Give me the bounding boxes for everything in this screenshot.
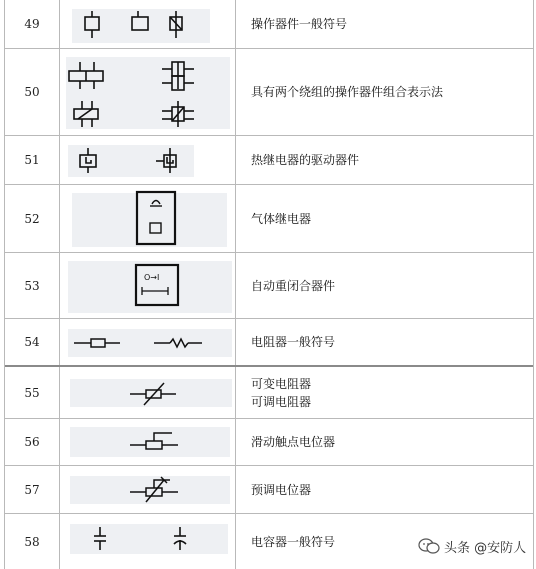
- description: [251, 253, 533, 318]
- row-number: 58: [5, 514, 60, 569]
- gas-relay-symbol: [60, 185, 235, 253]
- watermark-logo-icon: [418, 538, 440, 554]
- symbol-cell: [60, 319, 236, 365]
- description-line: 滑动触点电位器: [251, 435, 336, 449]
- symbol-cell: [60, 49, 236, 135]
- symbol-cell: [60, 466, 236, 513]
- table-row: [5, 319, 533, 367]
- sliding-contact-potentiometer-symbol: [60, 419, 235, 466]
- row-number: 56: [5, 419, 60, 465]
- row-number: 52: [5, 185, 60, 252]
- reclose-text: O→I: [144, 273, 160, 282]
- row-number: 57: [5, 466, 60, 513]
- symbol-cell: [60, 0, 236, 48]
- watermark-text: 头条 @安防人: [444, 540, 527, 556]
- thermal-relay-symbol: [60, 136, 235, 185]
- description-line: 操作器件一般符号: [251, 17, 348, 31]
- row-number: 55: [5, 367, 60, 418]
- capacitor-symbol: [60, 514, 235, 569]
- description: [251, 49, 533, 135]
- resistor-symbol: [60, 319, 235, 367]
- row-number: 49: [5, 0, 60, 48]
- table-row: [5, 49, 533, 136]
- symbol-cell: [60, 185, 236, 252]
- symbol-cell: [60, 419, 236, 465]
- watermark: [418, 534, 526, 558]
- description-line: 热继电器的驱动器件: [251, 153, 360, 167]
- table-row: [5, 367, 533, 419]
- auto-reclosing-device-symbol: [60, 253, 235, 319]
- row-number: 53: [5, 253, 60, 318]
- variable-resistor-symbol: [60, 367, 235, 419]
- symbol-table: [4, 0, 534, 569]
- description: [251, 319, 533, 365]
- operating-device-symbol: [60, 0, 235, 49]
- description: [251, 419, 533, 465]
- description-line: 电阻器一般符号: [251, 335, 336, 349]
- symbol-cell: [60, 367, 236, 418]
- table-row: [5, 0, 533, 49]
- table-row: [5, 253, 533, 319]
- description-line: 自动重闭合器件: [251, 278, 336, 293]
- description-line: 具有两个绕组的操作器件组合表示法: [251, 85, 444, 99]
- symbol-cell: [60, 253, 236, 318]
- row-number: 50: [5, 49, 60, 135]
- description: [251, 185, 533, 252]
- description: [251, 0, 533, 48]
- row-number: 51: [5, 136, 60, 184]
- description-line: 电容器一般符号: [251, 534, 336, 549]
- table-row: [5, 185, 533, 253]
- description: [251, 466, 533, 513]
- description-line: 可调电阻器: [251, 394, 312, 409]
- symbol-cell: [60, 514, 236, 569]
- table-row: [5, 419, 533, 466]
- description: [251, 367, 533, 418]
- table-row: [5, 466, 533, 514]
- description-line: 气体继电器: [251, 211, 312, 226]
- description-line: 预调电位器: [251, 482, 312, 497]
- preset-potentiometer-symbol: [60, 466, 235, 514]
- two-winding-device-symbol: [60, 49, 235, 136]
- symbol-cell: [60, 136, 236, 184]
- row-number: 54: [5, 319, 60, 365]
- description: [251, 136, 533, 184]
- description-line: 可变电阻器: [251, 376, 312, 391]
- table-row: [5, 136, 533, 185]
